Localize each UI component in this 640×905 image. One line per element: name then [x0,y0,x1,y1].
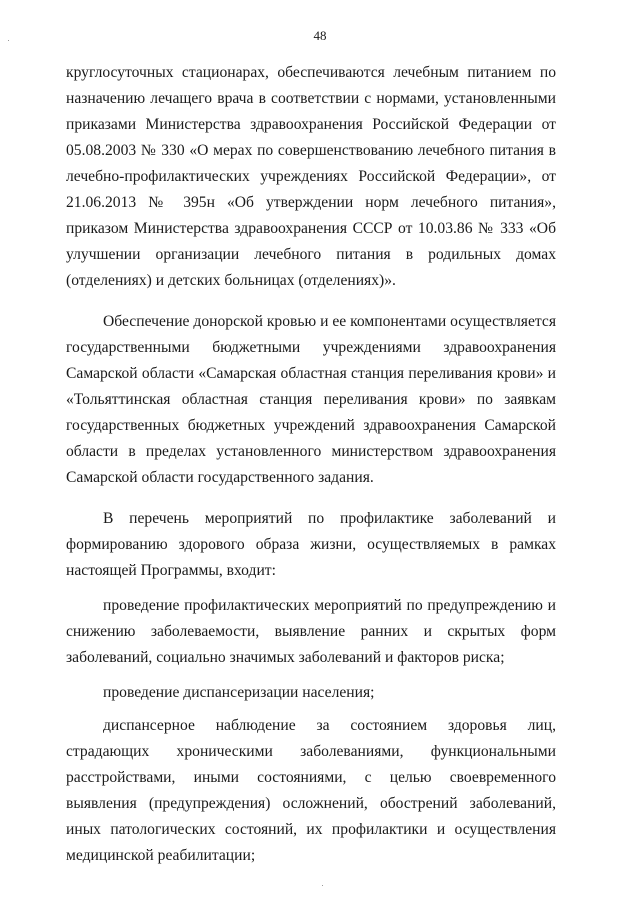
page-number: 48 [313,28,327,43]
list-item-prevention-measures: проведение профилактических мероприятий по предупреждению и снижению заболеваемости, выявление ранних и скрытых форм заболеваний, социально значимых заболеваний и факторов риска; [66,597,556,666]
document-body [66,60,556,869]
paragraph-prevention-list-intro: В перечень мероприятий по профилактике заболеваний и формированию здорового образа жизни, осуществляемых в рамках настоящей Программы, входит: [66,510,556,579]
list-item-dispensary-observation: диспансерное наблюдение за состоянием здоровья лиц, страдающих хроническими заболеваниями, функциональными расстройствами, иными состояниями, с целью своевременного выявления (предупреждения) осложнений, обострений заболеваний, иных патологических состояний, их профилактики и осуществления медицинской реабилитации; [66,717,556,864]
list-item-dispensarization: проведение диспансеризации населения; [103,684,375,701]
scan-speck [322,885,323,886]
scan-speck [8,40,9,41]
paragraph-nutrition: круглосуточных стационарах, обеспечиваются лечебным питанием по назначению лечащего врача в соответствии с нормами, установленными приказами Министерства здравоохранения Российской Федерации от 05.08.2003 № 330 «О мерах по совершенствованию лечебного питания в лечебно-профилактических учреждениях Российской Федерации», от 21.06.2013 № 395н «Об утверждении норм лечебного питания», приказом Министерства здравоохранения СССР от 10.03.86 № 333 «Об улучшении организации лечебного питания в родильных домах (отделениях) и детских больницах (отделениях)». [66,64,556,289]
paragraph-donor-blood: Обеспечение донорской кровью и ее компонентами осуществляется государственными бюджетными учреждениями здравоохранения Самарской области «Самарская областная станция переливания крови» и «Тольяттинская областная станция переливания крови» по заявкам государственных бюджетных учреждений здравоохранения Самарской области в пределах установленного министерством здравоохранения Самарской области государственного задания. [66,313,556,486]
